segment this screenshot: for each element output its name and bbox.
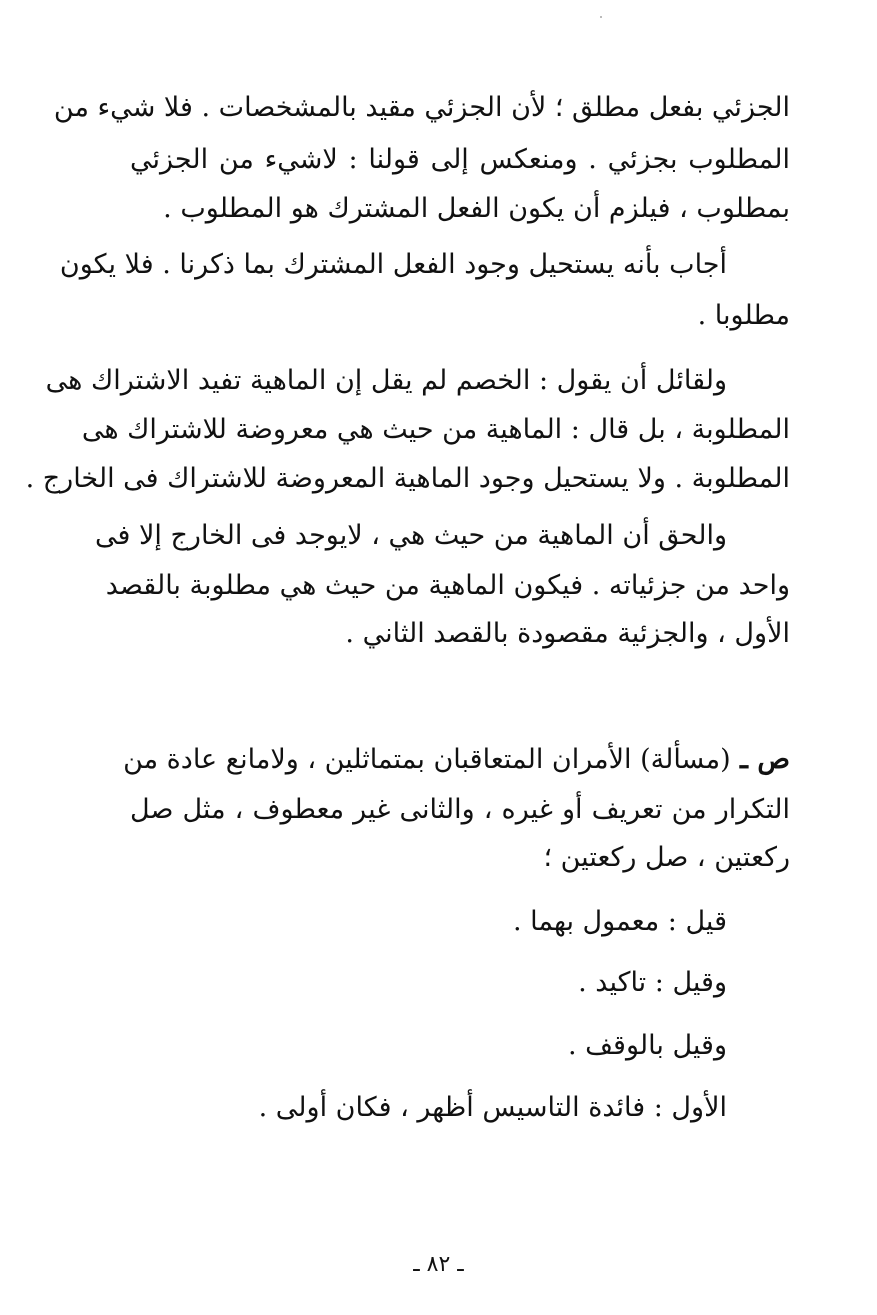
paragraph-3-line-3: المطلوبة . ولا يستحيل وجود الماهية المعروضة للاشتراك فى الخارج .: [25, 463, 790, 494]
option-3: وقيل بالوقف .: [567, 1030, 727, 1061]
paragraph-4-line-2: واحد من جزئياته . فيكون الماهية من حيث هي مطلوبة بالقصد: [105, 570, 790, 601]
paragraph-4-line-1: والحق أن الماهية من حيث هي ، لايوجد فى الخارج إلا فى: [95, 520, 727, 551]
option-4-answer: الأول : فائدة التاسيس أظهر ، فكان أولى .: [258, 1092, 727, 1123]
option-2: وقيل : تاكيد .: [578, 967, 727, 998]
paragraph-3-line-1: ولقائل أن يقول : الخصم لم يقل إن الماهية تفيد الاشتراك هى: [45, 365, 727, 396]
paragraph-2-line-2: مطلوبا .: [697, 300, 790, 331]
option-1: قيل : معمول بهما .: [513, 906, 727, 937]
paragraph-3-line-2: المطلوبة ، بل قال : الماهية من حيث هي معروضة للاشتراك هى: [81, 414, 790, 445]
paragraph-1-line-2: المطلوب بجزئي . ومنعكس إلى قولنا : لاشيء من الجزئي: [130, 144, 790, 175]
question-marker: ص ـ: [730, 744, 790, 775]
question-line-1: [123, 740, 790, 780]
scan-speck: [600, 16, 602, 18]
question-line-2: التكرار من تعريف أو غيره ، والثانى غير معطوف ، مثل صل: [130, 794, 790, 825]
paragraph-4-line-3: الأول ، والجزئية مقصودة بالقصد الثاني .: [345, 618, 790, 649]
question-text: (مسألة) الأمران المتعاقبان بمتماثلين ، ولامانع عادة من: [123, 744, 731, 775]
paragraph-1-line-3: بمطلوب ، فيلزم أن يكون الفعل المشترك هو المطلوب .: [163, 193, 790, 224]
question-line-3: ركعتين ، صل ركعتين ؛: [543, 842, 790, 873]
paragraph-2-line-1: أجاب بأنه يستحيل وجود الفعل المشترك بما ذكرنا . فلا يكون: [59, 249, 727, 280]
paragraph-1-line-1: الجزئي بفعل مطلق ؛ لأن الجزئي مقيد بالمشخصات . فلا شيء من: [53, 92, 790, 123]
page-number: ـ ٨٢ ـ: [413, 1252, 464, 1277]
